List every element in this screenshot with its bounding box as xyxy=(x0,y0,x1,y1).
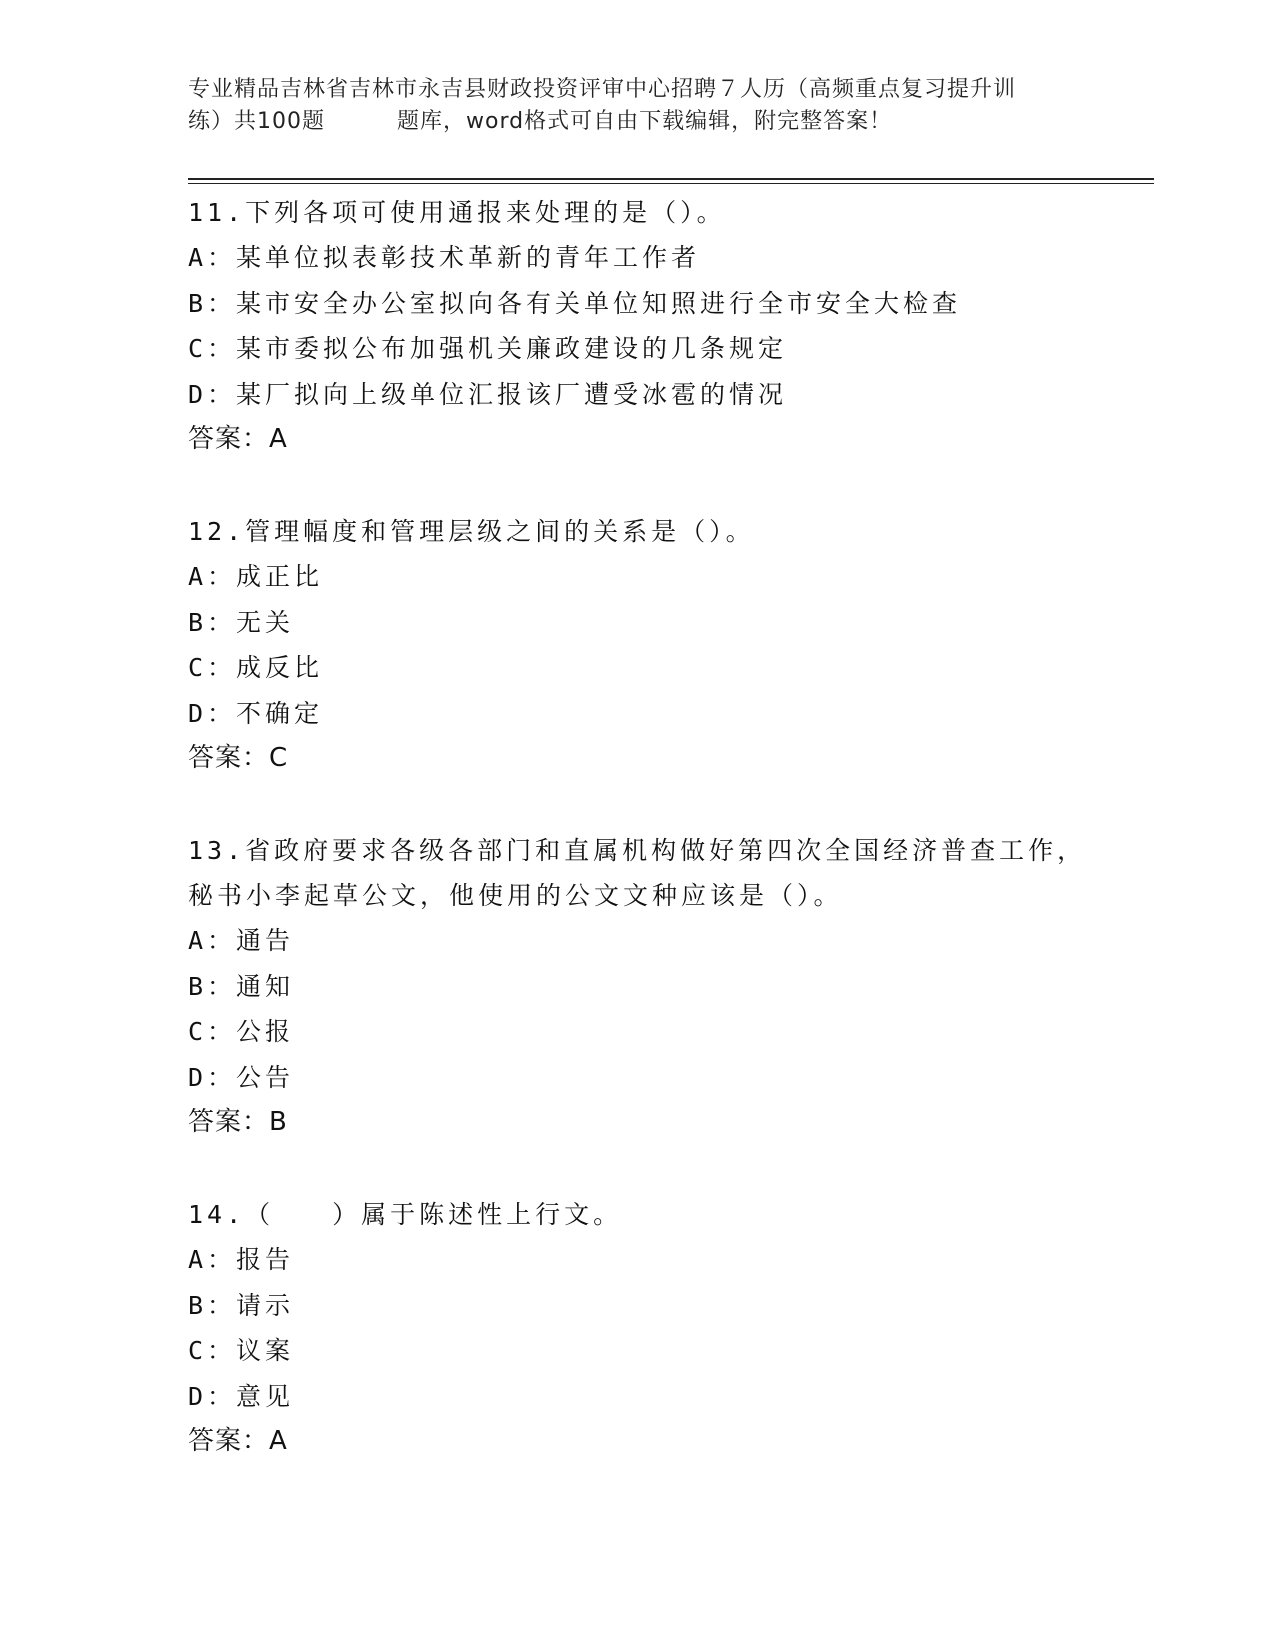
option-d: D：公告 xyxy=(188,1062,295,1092)
question-stem: 14.（ ）属于陈述性上行文。 xyxy=(188,1200,623,1229)
option-d: D：某厂拟向上级单位汇报该厂遭受冰雹的情况 xyxy=(188,379,788,409)
question-11 xyxy=(188,190,1148,462)
question-13 xyxy=(188,828,1148,1145)
question-stem: 13.省政府要求各级各部门和直属机构做好第四次全国经济普查工作，秘书小李起草公文，他使用的公文文种应该是（）。 xyxy=(188,836,1087,910)
option-b: B：某市安全办公室拟向各有关单位知照进行全市安全大检查 xyxy=(188,288,962,318)
question-stem: 11.下列各项可使用通报来处理的是（）。 xyxy=(188,198,726,227)
option-c: C：某市委拟公布加强机关廉政建设的几条规定 xyxy=(188,334,788,363)
option-d: D：不确定 xyxy=(188,698,324,728)
option-a: A：报告 xyxy=(188,1245,295,1274)
option-a: A：通告 xyxy=(188,926,295,955)
option-c: C：公报 xyxy=(188,1017,295,1046)
answer: 答案：A xyxy=(188,1426,288,1456)
option-a: A：某单位拟表彰技术革新的青年工作者 xyxy=(188,243,701,272)
option-b: B：通知 xyxy=(188,971,295,1001)
question-stem: 12.管理幅度和管理层级之间的关系是（）。 xyxy=(188,517,755,546)
question-12 xyxy=(188,509,1148,781)
question-list xyxy=(188,190,1148,1464)
header-line-2-part-2: 题库，word格式可自由下载编辑，附完整答案！ xyxy=(397,109,893,134)
answer: 答案：C xyxy=(188,743,289,773)
option-b: B：无关 xyxy=(188,607,295,637)
answer: 答案：A xyxy=(188,424,288,454)
header-line-1: 专业精品吉林省吉林市永吉县财政投资评审中心招聘７人历（高频重点复习提升训 xyxy=(188,77,1017,102)
question-14 xyxy=(188,1192,1148,1464)
header-line-2-part-1: 练）共100题 xyxy=(188,109,325,134)
document-header xyxy=(188,74,1088,138)
option-c: C：议案 xyxy=(188,1336,295,1365)
header-divider-thin xyxy=(188,183,1154,184)
answer: 答案：B xyxy=(188,1107,288,1137)
header-line-2 xyxy=(188,106,1088,138)
option-b: B：请示 xyxy=(188,1290,295,1320)
option-d: D：意见 xyxy=(188,1381,295,1411)
option-a: A：成正比 xyxy=(188,562,324,591)
option-c: C：成反比 xyxy=(188,653,324,682)
header-divider-thick xyxy=(188,178,1154,180)
